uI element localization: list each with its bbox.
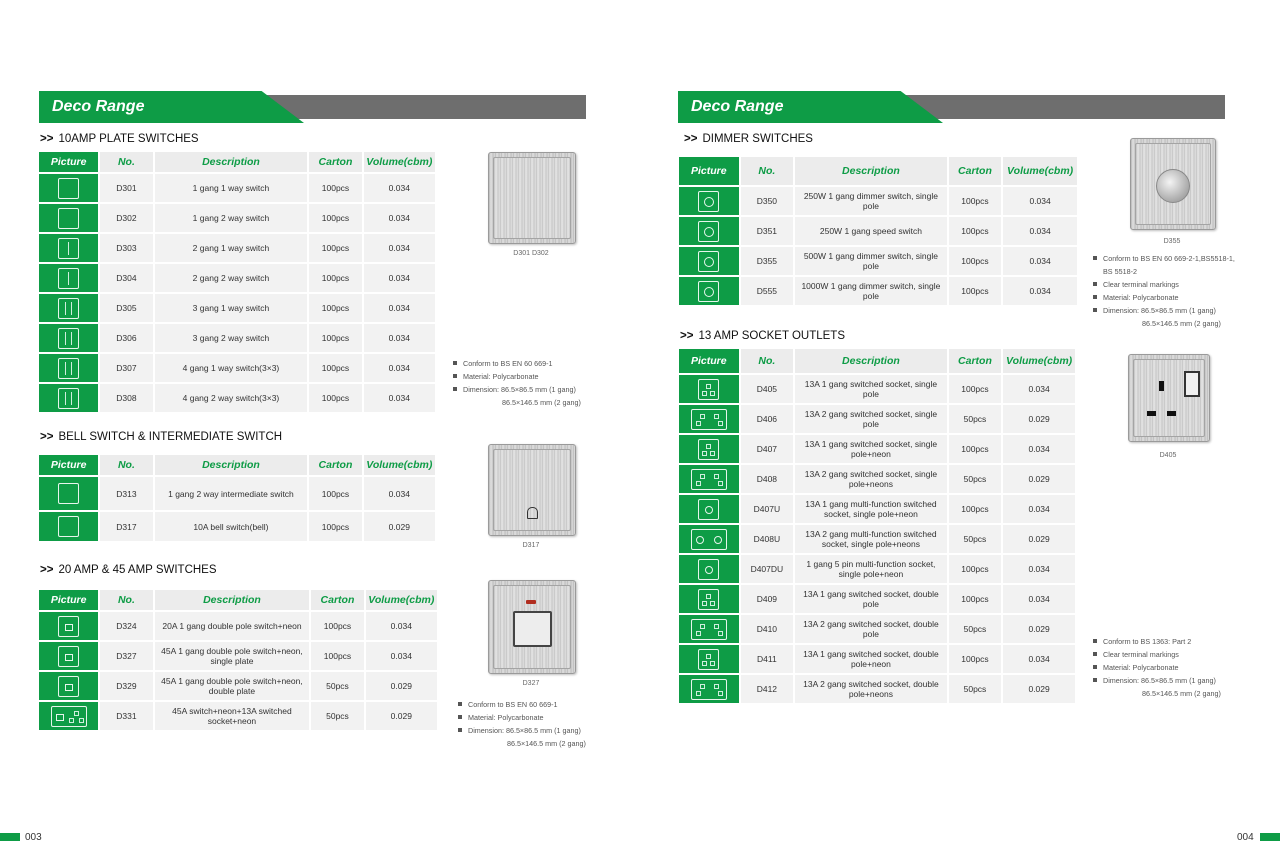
table-row: D327 45A 1 gang double pole switch+neon, single plate 100pcs 0.034 [39,642,437,670]
header-carton: Carton [309,152,361,172]
socket-2gang-icon [691,409,727,430]
dp-switch-icon [58,676,79,697]
socket-pin-top [1159,381,1164,391]
product-photo-d355 [1130,138,1216,230]
table-row: D351 250W 1 gang speed switch 100pcs 0.034 [679,217,1077,245]
rocker-button [513,611,552,647]
switch-1gang-icon [58,208,79,229]
caption-d301-d302: D301 D302 [513,250,549,257]
header-volume: Volume(cbm) [364,152,435,172]
socket-2gang-icon [691,619,727,640]
table-row: D411 13A 1 gang switched socket, double pole+neon 100pcs 0.034 [679,645,1075,673]
right-banner [678,91,1225,123]
multi-socket-1gang-icon [698,499,719,520]
switch-2gang-icon [58,268,79,289]
table-row: D313 1 gang 2 way intermediate switch 100pcs 0.034 [39,477,435,510]
table-row: D329 45A 1 gang double pole switch+neon, double plate 50pcs 0.029 [39,672,437,700]
switch-4gang-icon [58,358,79,379]
notes-plate-switches: Conform to BS EN 60 669-1 Material: Polycarbonate Dimension: 86.5×86.5 mm (1 gang) 86.5×146.5 mm (2 gang) [453,357,581,409]
caption-d317: D317 [522,542,540,549]
table-row: D304 2 gang 2 way switch 100pcs 0.034 [39,264,435,292]
dp-switch-icon [58,646,79,667]
dimmer-icon [698,191,719,212]
multi-socket-2gang-icon [691,529,727,550]
table-20-45-amp: Picture No. Description Carton Volume(cbm) D324 20A 1 gang double pole switch+neon 100pcs 0.034 D327 45A 1 gang double pole switch+neon, single plate 100pcs 0.034 D329 45A 1 gang double pole switch+neon, double plate 50pcs 0.029 D331 45A switch+neon+13A switched socket+neon 50pcs 0.029 [37,588,439,732]
dp-switch-icon [58,616,79,637]
notes-socket-outlets: Conform to BS 1363: Part 2 Clear terminal markings Material: Polycarbonate Dimension: 86.5×86.5 mm (1 gang) 86.5×146.5 mm (2 gang) [1093,635,1221,700]
left-banner [39,91,586,123]
caption-d405: D405 [1159,452,1177,459]
section-title-socket-outlets: >> 13 AMP SOCKET OUTLETS [680,330,846,342]
table-row: D555 1000W 1 gang dimmer switch, single pole 100pcs 0.034 [679,277,1077,305]
table-socket-outlets: Picture No. Description Carton Volume(cbm) D405 13A 1 gang switched socket, single pole 100pcs 0.034 D406 13A 2 gang switched socket, single pole 50pcs 0.029 D407 13A 1 gang switched socket, single pole+neon 100pcs 0.034 D408 13A 2 gang switched socket, single pole+neons 50pcs 0.029 D407U 13A 1 gang multi-function switched socket, single pole+neon 100pcs 0.034 D408U 13A 2 gang multi-function switched socket, single pole+neons 50pcs 0.029 D407DU 1 gang 5 pin multi-function socket, single pole+neon 100pcs 0.034 D409 13A 1 gang switched socket, double pole 100pcs 0.034 D410 13A 2 gang switched socket, double pole 50pcs 0.029 D411 13A 1 gang switched socket, double pole+neon 100pcs 0.034 D412 13A 2 gang switched socket, double pole+neons 50pcs 0.029 [677,347,1077,705]
table-row: D331 45A switch+neon+13A switched socket+neon 50pcs 0.029 [39,702,437,730]
socket-pin-left [1147,411,1156,416]
right-banner-title: Deco Range [691,98,784,115]
table-row: D410 13A 2 gang switched socket, double pole 50pcs 0.029 [679,615,1075,643]
socket-1gang-icon [698,379,719,400]
table-row: D317 10A bell switch(bell) 100pcs 0.029 [39,512,435,541]
product-photo-d317 [488,444,576,536]
table-bell-switch: Picture No. Description Carton Volume(cbm) D313 1 gang 2 way intermediate switch 100pcs 0.034 D317 10A bell switch(bell) 100pcs 0.029 [37,453,437,543]
socket-switch [1184,371,1200,397]
intermediate-switch-icon [58,483,79,504]
table-row: D408 13A 2 gang switched socket, single pole+neons 50pcs 0.029 [679,465,1075,493]
table-row: D412 13A 2 gang switched socket, double pole+neons 50pcs 0.029 [679,675,1075,703]
dimmer-knob [1156,169,1190,203]
table-row: D307 4 gang 1 way switch(3×3) 100pcs 0.034 [39,354,435,382]
table-row: D306 3 gang 2 way switch 100pcs 0.034 [39,324,435,352]
switch-4gang-icon [58,388,79,409]
table-row: D308 4 gang 2 way switch(3×3) 100pcs 0.034 [39,384,435,412]
page-number-right: 004 [1237,832,1254,843]
table-plate-switches [37,150,437,414]
socket-1gang-icon [698,439,719,460]
notes-20-45-amp: Conform to BS EN 60 669-1 Material: Polycarbonate Dimension: 86.5×86.5 mm (1 gang) 86.5×146.5 mm (2 gang) [458,698,586,750]
table-row: D302 1 gang 2 way switch 100pcs 0.034 [39,204,435,232]
switch-3gang-icon [58,298,79,319]
table-row: D324 20A 1 gang double pole switch+neon 100pcs 0.034 [39,612,437,640]
socket-1gang-icon [698,589,719,610]
table-row: D303 2 gang 1 way switch 100pcs 0.034 [39,234,435,262]
section-title-bell-switch: >> BELL SWITCH & INTERMEDIATE SWITCH [40,431,283,443]
product-photo-d301-d302 [488,152,576,244]
table-row: D355 500W 1 gang dimmer switch, single pole 100pcs 0.034 [679,247,1077,275]
socket-2gang-icon [691,679,727,700]
product-photo-d327 [488,580,576,674]
table-row: D407DU 1 gang 5 pin multi-function socket, single pole+neon 100pcs 0.034 [679,555,1075,583]
dimmer-icon [698,281,719,302]
page-marker-right [1260,833,1280,841]
table-row: D301 1 gang 1 way switch 100pcs 0.034 [39,174,435,202]
page-marker-left [0,833,20,841]
table-row: D350 250W 1 gang dimmer switch, single pole 100pcs 0.034 [679,187,1077,215]
multi-socket-5pin-icon [698,559,719,580]
switch-3gang-icon [58,328,79,349]
switch-socket-icon [51,706,87,727]
table-row: D407 13A 1 gang switched socket, single pole+neon 100pcs 0.034 [679,435,1075,463]
socket-pin-right [1167,411,1176,416]
bell-icon [527,507,538,519]
switch-2gang-icon [58,238,79,259]
table-row: D305 3 gang 1 way switch 100pcs 0.034 [39,294,435,322]
table-row: D409 13A 1 gang switched socket, double pole 100pcs 0.034 [679,585,1075,613]
switch-1gang-icon [58,178,79,199]
section-title-20-45-amp: >> 20 AMP & 45 AMP SWITCHES [40,564,217,576]
product-photo-d405 [1128,354,1210,442]
dimmer-icon [698,251,719,272]
table-row: D407U 13A 1 gang multi-function switched socket, single pole+neon 100pcs 0.034 [679,495,1075,523]
page-number-left: 003 [25,832,42,843]
caption-d355: D355 [1163,238,1181,245]
header-description: Description [155,152,308,172]
section-title-plate-switches: >> 10AMP PLATE SWITCHES [40,133,199,145]
socket-2gang-icon [691,469,727,490]
section-title-dimmer-switches: >> DIMMER SWITCHES [684,133,813,145]
table-row: D405 13A 1 gang switched socket, single pole 100pcs 0.034 [679,375,1075,403]
header-no: No. [100,152,152,172]
socket-1gang-icon [698,649,719,670]
table-row: D406 13A 2 gang switched socket, single pole 50pcs 0.029 [679,405,1075,433]
notes-dimmer: Conform to BS EN 60 669-2-1,BS5518-1, BS 5518-2 Clear terminal markings Material: Polycarbonate Dimension: 86.5×86.5 mm (1 gang) 86.5×146.5 mm (2 gang) [1093,252,1235,330]
table-row: D408U 13A 2 gang multi-function switched socket, single pole+neons 50pcs 0.029 [679,525,1075,553]
left-banner-title: Deco Range [52,98,145,115]
bell-switch-icon [58,516,79,537]
caption-d327: D327 [522,680,540,687]
header-picture: Picture [39,152,98,172]
dimmer-icon [698,221,719,242]
table-dimmer-switches: Picture No. Description Carton Volume(cbm) D350 250W 1 gang dimmer switch, single pole 100pcs 0.034 D351 250W 1 gang speed switch 100pcs 0.034 D355 500W 1 gang dimmer switch, single pole 100pcs 0.034 D555 1000W 1 gang dimmer switch, single pole 100pcs 0.034 [677,155,1079,307]
neon-indicator [526,600,536,604]
